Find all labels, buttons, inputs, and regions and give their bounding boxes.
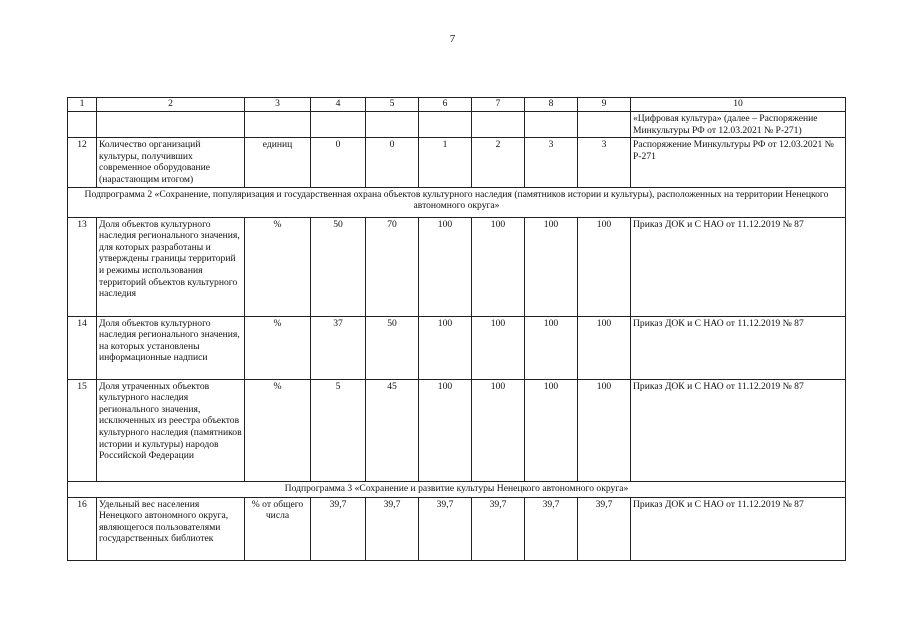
value-cell: 100 xyxy=(578,379,631,481)
table-row xyxy=(68,217,846,316)
source-cell: Распоряжение Минкультуры РФ от 12.03.2021 № Р-271 xyxy=(631,138,846,187)
table-row xyxy=(68,379,846,481)
value-cell: 100 xyxy=(419,316,472,379)
value-cell: 100 xyxy=(472,379,525,481)
value-cell: 100 xyxy=(578,217,631,316)
value-cell: 50 xyxy=(311,217,366,316)
indicators-table xyxy=(67,97,846,561)
unit-cell: % xyxy=(245,379,311,481)
header-cell: 5 xyxy=(366,98,419,112)
subprogram-title: Подпрограмма 2 «Сохранение, популяризация и государственная охрана объектов культурного наследия (памятников истории и культуры), расположенных на территории Ненецкого автономного округа» xyxy=(68,187,846,217)
value-cell: 100 xyxy=(419,217,472,316)
table-row xyxy=(68,497,846,560)
row-number: 12 xyxy=(68,138,97,187)
header-cell: 8 xyxy=(525,98,578,112)
value-cell: 39,7 xyxy=(366,497,419,560)
indicator-name: Доля объектов культурного наследия регионального значения, для которых разработаны и утверждены границы территорий и режимы использования территорий объектов культурного наследия xyxy=(97,217,245,316)
value-cell: 39,7 xyxy=(525,497,578,560)
unit-cell: % от общего числа xyxy=(245,497,311,560)
header-cell: 7 xyxy=(472,98,525,112)
row-number: 15 xyxy=(68,379,97,481)
subprogram-row xyxy=(68,187,846,217)
value-cell: 100 xyxy=(578,316,631,379)
value-cell: 0 xyxy=(311,138,366,187)
source-cell: Приказ ДОК и С НАО от 11.12.2019 № 87 xyxy=(631,497,846,560)
value-cell: 100 xyxy=(525,217,578,316)
value-cell: 2 xyxy=(472,138,525,187)
value-cell: 45 xyxy=(366,379,419,481)
header-cell: 9 xyxy=(578,98,631,112)
indicator-name: Количество организаций культуры, получивших современное оборудование (нарастающим итогом) xyxy=(97,138,245,187)
source-cell: Приказ ДОК и С НАО от 11.12.2019 № 87 xyxy=(631,316,846,379)
value-cell: 39,7 xyxy=(311,497,366,560)
unit-cell: % xyxy=(245,217,311,316)
indicator-name: Доля объектов культурного наследия регионального значения, на которых установлены информационные надписи xyxy=(97,316,245,379)
value-cell: 3 xyxy=(578,138,631,187)
value-cell: 39,7 xyxy=(472,497,525,560)
header-row xyxy=(68,98,846,112)
value-cell: 39,7 xyxy=(578,497,631,560)
table-row xyxy=(68,316,846,379)
unit-cell: единиц xyxy=(245,138,311,187)
table-row xyxy=(68,138,846,187)
value-cell: 100 xyxy=(472,316,525,379)
value-cell: 100 xyxy=(525,316,578,379)
value-cell: 37 xyxy=(311,316,366,379)
indicator-name: Удельный вес населения Ненецкого автономного округа, являющегося пользователями государственных библиотек xyxy=(97,497,245,560)
row-number: 16 xyxy=(68,497,97,560)
unit-cell: % xyxy=(245,316,311,379)
header-cell: 6 xyxy=(419,98,472,112)
row-number: 13 xyxy=(68,217,97,316)
value-cell: 100 xyxy=(525,379,578,481)
value-cell: 3 xyxy=(525,138,578,187)
subprogram-row xyxy=(68,481,846,497)
source-cell: Приказ ДОК и С НАО от 11.12.2019 № 87 xyxy=(631,379,846,481)
header-cell: 4 xyxy=(311,98,366,112)
header-cell: 2 xyxy=(97,98,245,112)
source-cell: Приказ ДОК и С НАО от 11.12.2019 № 87 xyxy=(631,217,846,316)
header-cell: 10 xyxy=(631,98,846,112)
indicator-name: Доля утраченных объектов культурного наследия регионального значения, исключенных из реестра объектов культурного наследия (памятников истории и культуры) народов Российской Федерации xyxy=(97,379,245,481)
continuation-row xyxy=(68,112,846,138)
value-cell: 1 xyxy=(419,138,472,187)
value-cell: 0 xyxy=(366,138,419,187)
value-cell: 70 xyxy=(366,217,419,316)
subprogram-title: Подпрограмма 3 «Сохранение и развитие культуры Ненецкого автономного округа» xyxy=(68,481,846,497)
value-cell: 39,7 xyxy=(419,497,472,560)
header-cell: 1 xyxy=(68,98,97,112)
source-cell: «Цифровая культура» (далее – Распоряжение Минкультуры РФ от 12.03.2021 № Р-271) xyxy=(631,112,846,138)
value-cell: 100 xyxy=(419,379,472,481)
value-cell: 50 xyxy=(366,316,419,379)
header-cell: 3 xyxy=(245,98,311,112)
value-cell: 5 xyxy=(311,379,366,481)
row-number: 14 xyxy=(68,316,97,379)
page-number: 7 xyxy=(449,33,456,45)
value-cell: 100 xyxy=(472,217,525,316)
